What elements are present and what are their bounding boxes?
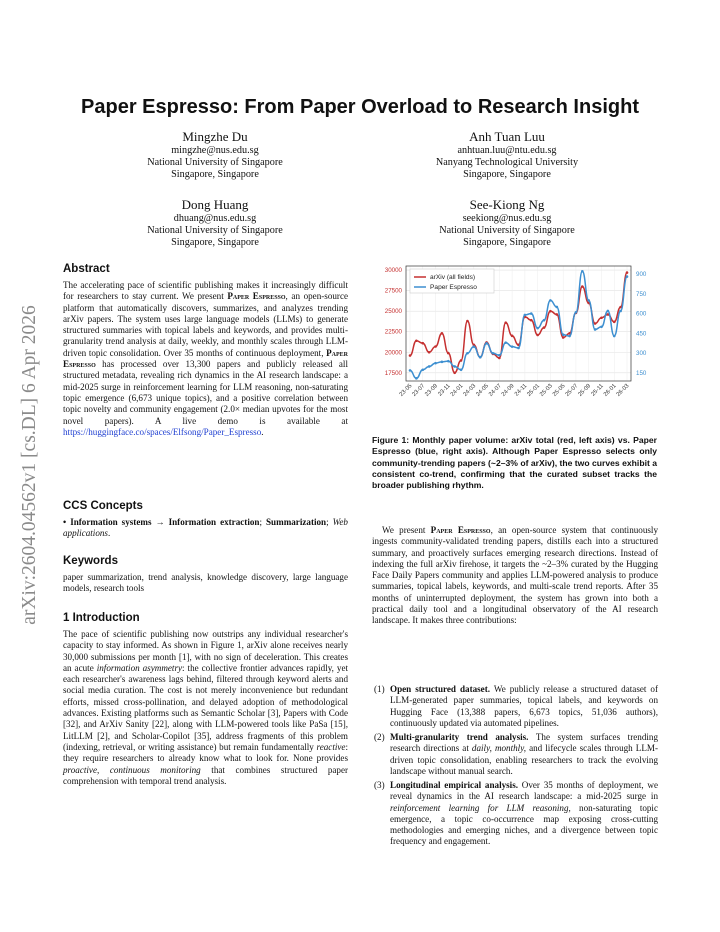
contribution-item	[374, 684, 658, 729]
x-tick-label: 26-03	[615, 383, 631, 398]
contribution-item	[374, 780, 658, 848]
intro-emphasis: reactive	[316, 741, 346, 752]
data-point	[460, 359, 463, 362]
x-tick-label: 23-05	[398, 383, 414, 398]
x-tick-label: 25-11	[590, 383, 605, 398]
intro-text	[63, 629, 348, 787]
data-point	[607, 310, 610, 313]
x-tick-label: 24-01	[449, 383, 465, 398]
data-point	[530, 319, 533, 322]
ccs-term: Information extraction	[168, 517, 260, 527]
x-tick-label: 23-09	[424, 383, 439, 398]
data-point	[409, 369, 412, 372]
data-point	[421, 368, 424, 371]
figure-1-chart	[368, 260, 658, 425]
data-point	[434, 345, 437, 348]
data-point	[613, 321, 616, 324]
ccs-sep: ;	[326, 517, 333, 527]
y-left-tick-label: 30000	[384, 267, 402, 275]
data-point	[415, 377, 418, 380]
contribution-emphasis: daily, monthly,	[471, 743, 527, 754]
data-point	[504, 321, 507, 324]
author-name: See-Kiong Ng	[469, 197, 545, 212]
arxiv-identifier	[16, 265, 44, 665]
y-right-tick-label: 600	[636, 310, 647, 318]
data-point	[613, 335, 616, 338]
data-point	[504, 341, 507, 344]
legend-label: arXiv (all fields)	[430, 274, 476, 282]
abstract-part: has processed over 13,300 papers and publicly released all structured metadata, revealing rich dynamics in the AI research landscape: a mid-2025 surge in reinforcement learning for LLM reasoning, non-saturating topic emergence (6,673 unique topics), and a positive correlation between topic novelty and community engagement (2.0× median upvotes for the most novel papers). A live demo is available at	[63, 359, 348, 426]
data-point	[524, 314, 527, 317]
contribution-body: Over 35 months of deployment, we reveal dynamics in the AI research landscape: a mid-2025 surge in	[390, 780, 659, 802]
author-location: Singapore, Singapore	[171, 169, 259, 181]
data-point	[555, 313, 558, 316]
data-point	[498, 357, 501, 360]
x-tick-label: 25-01	[526, 383, 542, 398]
abstract-heading: Abstract	[63, 263, 110, 275]
data-point	[453, 371, 456, 374]
contribution-body: The system surfaces trending research directions at	[390, 732, 658, 754]
chart-legend	[410, 269, 494, 293]
data-point	[441, 361, 444, 364]
data-point	[549, 299, 552, 302]
y-right-tick-label: 450	[636, 330, 647, 338]
data-point	[428, 365, 431, 368]
figure-1-caption: Figure 1: Monthly paper volume: arXiv total (red, left axis) vs. Paper Espresso (blue, right axis). Although Paper Espresso selects only community-trending papers (~2–3% of arXiv), the two curves exhibit a consistent co-trend, confirming that the curated subset tracks the broader publishing rhythm.	[372, 435, 657, 491]
author-location: Singapore, Singapore	[171, 237, 259, 249]
data-point	[543, 326, 546, 329]
author-email: dhuang@nus.edu.sg	[173, 213, 257, 224]
data-point	[466, 320, 469, 323]
author-block	[85, 128, 345, 182]
ccs-text	[63, 517, 348, 540]
data-point	[453, 365, 456, 368]
para-part: , an open-source system that continuously ingests community-validated trending papers, distills each into a structured summary, and proactively surfaces emerging research directions. Instead of indexing the full arXiv firehose, it targets the ~2–3% curated by the Hugging Face Daily Papers community and applies LLM-powered analysis to produce summaries, topical labels, keywords, and multi-scale trend reports. After 35 months of uninterrupted deployment, the system has grown into both a practical daily tool and a longitudinal observatory of the AI research landscape. It makes three contributions:	[372, 525, 659, 626]
abstract-text	[63, 280, 348, 438]
contribution-number: (2)	[374, 732, 385, 742]
paper-title: Paper Espresso: From Paper Overload to Research Insight	[81, 96, 639, 118]
arxiv-id-text: arXiv:2604.04562v1 [cs.DL] 6 Apr 2026	[19, 305, 40, 625]
data-point	[581, 270, 584, 273]
ccs-term: Summarization	[266, 517, 327, 527]
author-location: Singapore, Singapore	[463, 237, 551, 249]
y-left-tick-label: 22500	[384, 328, 402, 336]
demo-link[interactable]: https://huggingface.co/spaces/Elfsong/Paper_Espresso	[63, 426, 262, 437]
ccs-sep: ;	[259, 517, 266, 527]
y-left-tick-label: 20000	[384, 349, 402, 357]
x-tick-label: 25-03	[539, 383, 554, 398]
x-tick-label: 23-07	[411, 383, 427, 398]
data-point	[568, 335, 571, 338]
author-affiliation: National University of Singapore	[147, 225, 283, 237]
contribution-title: Multi-granularity trend analysis.	[390, 732, 529, 742]
data-point	[447, 352, 450, 355]
contribution-title: Open structured dataset.	[390, 684, 491, 694]
data-point	[575, 311, 578, 314]
ccs-sep: .	[107, 528, 111, 539]
contribution-item	[374, 732, 658, 777]
data-point	[421, 342, 424, 345]
ccs-term: Information systems	[70, 517, 152, 527]
data-point	[466, 352, 469, 355]
x-tick-label: 24-05	[475, 383, 491, 398]
ccs-term: Web applications	[63, 517, 348, 539]
y-right-tick-label: 750	[636, 290, 647, 298]
system-name: Paper Espresso	[430, 525, 491, 535]
data-point	[530, 312, 533, 315]
data-point	[447, 360, 450, 363]
x-tick-label: 24-03	[462, 383, 478, 398]
author-block	[85, 196, 345, 250]
para-part: We present	[382, 525, 431, 535]
data-point	[517, 347, 520, 350]
contribution-body: non-saturating topic emergence, a topic co-occurrence map exposing cross-cutting methodologies and emerging niches, and a divergence between topic frequency and engagement.	[390, 802, 658, 847]
author-affiliation: National University of Singapore	[439, 225, 575, 237]
data-point	[619, 310, 622, 313]
data-point	[600, 316, 603, 319]
contribution-number: (3)	[374, 780, 385, 790]
ccs-heading: CCS Concepts	[63, 500, 143, 512]
data-point	[562, 333, 565, 336]
contribution-body: and lifecycle scales through LLM-driven topic consolidation, enabling researchers to track the evolving landscape without manual search.	[390, 743, 659, 776]
data-point	[594, 328, 597, 331]
y-right-tick-label: 150	[636, 370, 647, 378]
data-point	[428, 351, 431, 354]
author-email: seekiong@nus.edu.sg	[462, 213, 552, 224]
contribution-body: We publicly release a structured dataset of LLM-generated paper summaries, topical labels, and keywords on Hugging Face (13,388 papers, 6,673 topics, 51,036 authors), continuously updated via automated pipelines.	[390, 684, 659, 728]
data-point	[600, 326, 603, 329]
y-left-tick-label: 27500	[384, 287, 402, 295]
data-point	[626, 275, 629, 278]
data-point	[549, 310, 552, 313]
data-point	[587, 299, 590, 302]
intro-part: : they require researchers to already know what to look for. None provides	[63, 741, 348, 764]
data-point	[511, 335, 514, 338]
data-point	[409, 354, 412, 357]
keywords-text: paper summarization, trend analysis, knowledge discovery, large language models, research tools	[63, 572, 348, 594]
data-point	[536, 334, 539, 337]
intro-part: that combines structured paper comprehension with temporal trend analysis.	[63, 764, 349, 786]
data-point	[543, 319, 546, 322]
data-point	[581, 285, 584, 288]
data-point	[536, 327, 539, 330]
system-name: Paper Espresso	[227, 291, 286, 302]
x-tick-label: 25-09	[577, 383, 593, 398]
ccs-bullet: •	[63, 517, 71, 527]
intro-part: : the collective frontier advances rapidly, yet each researcher's awareness lags behind, filtered through keyword alerts and social media curation. The cost is not merely inconvenience but redundant efforts, missed cross-pollination, and delayed adoption of methodological advances. Existing platforms such as Semantic Scholar [3], Papers with Code [32], and ArXiv Sanity [22], along with LLM-powered tools like PaSa [15], LitLLM [2], and Scholar-Copilot [35], address fragments of this problem (indexing, retrieval, or writing assistance) but remain fundamentally	[63, 662, 349, 752]
abstract-part: .	[261, 426, 264, 437]
y-left-tick-label: 25000	[384, 308, 402, 316]
y-right-tick-label: 300	[636, 350, 647, 358]
data-point	[626, 271, 629, 274]
x-tick-label: 24-09	[500, 383, 516, 398]
data-point	[555, 306, 558, 309]
ccs-arrow: →	[151, 517, 169, 527]
data-point	[498, 354, 501, 357]
author-block	[377, 128, 637, 182]
y-left-tick-label: 17500	[384, 369, 402, 377]
intro-emphasis: proactive, continuous monitoring	[63, 764, 201, 775]
data-point	[485, 342, 488, 345]
contribution-intro	[372, 525, 658, 627]
x-tick-label: 24-11	[513, 383, 529, 398]
x-tick-label: 25-07	[564, 383, 580, 398]
author-email: mingzhe@nus.edu.sg	[171, 145, 259, 156]
keywords-heading: Keywords	[63, 555, 118, 567]
author-name: Anh Tuan Luu	[469, 129, 545, 144]
author-email: anhtuan.luu@ntu.edu.sg	[457, 145, 557, 156]
data-point	[492, 352, 495, 355]
author-affiliation: Nanyang Technological University	[435, 157, 579, 169]
abstract-part: The accelerating pace of scientific publishing makes it increasingly difficult for researchers to stay current. We present	[63, 280, 348, 302]
x-tick-label: 24-07	[488, 383, 503, 398]
data-point	[460, 368, 463, 371]
data-point	[441, 332, 444, 335]
intro-heading: 1 Introduction	[63, 612, 140, 624]
abstract-part: , an open-source platform that automatically discovers, summarizes, and analyzes trending arXiv papers. The system uses large language models (LLMs) to generate structured summaries with topical labels and keywords, and provides multi-granularity trend analysis at daily, weekly, and monthly scales through LLM-driven topic consolidation. Over 35 months of continuous deployment,	[63, 291, 349, 358]
contribution-number: (1)	[374, 684, 385, 694]
x-tick-label: 23-11	[437, 383, 452, 398]
intro-emphasis: information asymmetry	[96, 662, 183, 673]
data-point	[473, 345, 476, 348]
data-point	[562, 336, 565, 339]
data-point	[479, 356, 482, 359]
contribution-title: Longitudinal empirical analysis.	[390, 780, 519, 790]
data-point	[415, 339, 418, 342]
data-point	[511, 345, 514, 348]
system-name: Paper Espresso	[63, 347, 348, 370]
author-name: Dong Huang	[181, 197, 249, 212]
intro-part: The pace of scientific publishing now outstrips any individual researcher's capacity to stay informed. As shown in Figure 1, arXiv alone receives nearly 30,000 submissions per month [1], with no sign of deceleration. This creates an acute	[63, 629, 348, 673]
author-affiliation: National University of Singapore	[147, 157, 283, 169]
y-right-tick-label: 900	[636, 270, 647, 278]
author-block	[377, 196, 637, 250]
legend-label: Paper Espresso	[430, 284, 477, 292]
author-name: Mingzhe Du	[182, 129, 248, 144]
author-location: Singapore, Singapore	[463, 169, 551, 181]
contribution-emphasis: reinforcement learning for LLM reasoning,	[390, 802, 571, 813]
data-point	[434, 362, 437, 365]
data-point	[594, 322, 597, 325]
x-tick-label: 25-05	[551, 383, 567, 398]
x-tick-label: 26-01	[602, 383, 618, 398]
